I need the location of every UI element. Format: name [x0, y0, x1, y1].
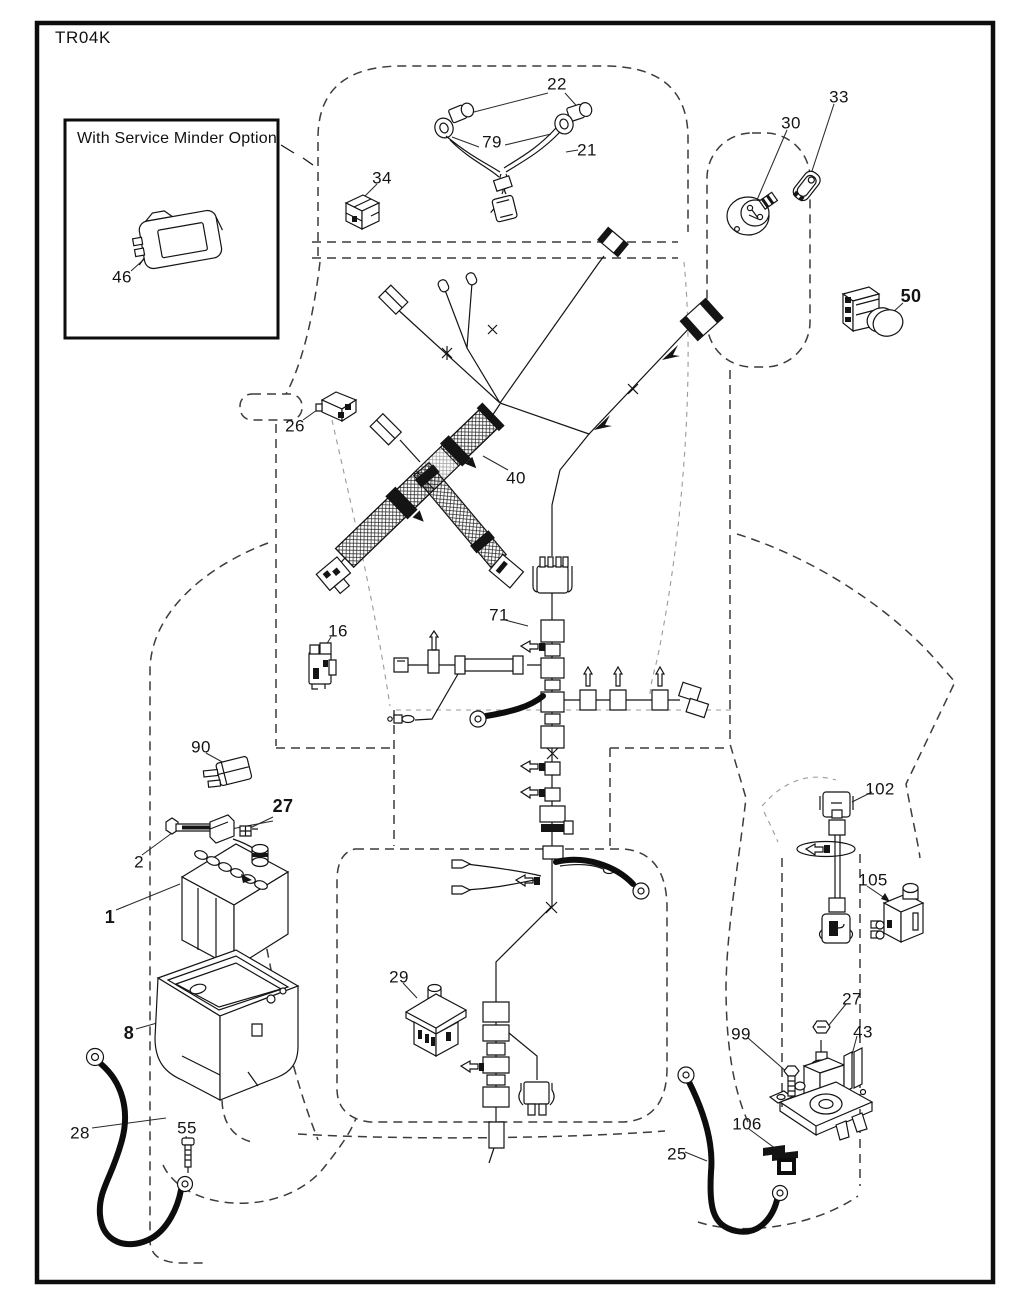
callout-26-connector: 26 — [285, 416, 305, 436]
callout-27-solenoid-nut: 27 — [842, 989, 862, 1009]
callout-25-solenoid-cable: 25 — [667, 1144, 687, 1164]
callout-40-main-harness: 40 — [506, 468, 526, 488]
callout-2-battery-bolt: 2 — [134, 852, 144, 872]
callout-55-ground-screw: 55 — [177, 1118, 197, 1138]
callout-90-fuse-assembly: 90 — [191, 737, 211, 757]
callout-33-ignition-key: 33 — [829, 87, 849, 107]
inline-fuse-wire-drawing — [797, 792, 855, 943]
callout-79-bulb-socket: 79 — [482, 132, 502, 152]
callout-43-starter-solenoid: 43 — [853, 1022, 873, 1042]
ignition-key-drawing — [790, 168, 822, 203]
fuse-assembly-drawing — [202, 756, 253, 790]
callout-71-chassis-harness: 71 — [489, 605, 509, 625]
inset-leader — [281, 145, 313, 165]
chassis-harness-drawing — [388, 557, 713, 1163]
callout-106-cable-clip: 106 — [732, 1114, 762, 1134]
callout-1-battery: 1 — [104, 907, 116, 927]
ignition-switch-drawing — [727, 192, 777, 235]
callout-28-ground-cable: 28 — [70, 1123, 90, 1143]
callout-46-service-minder: 46 — [112, 267, 132, 287]
callout-50-hour-meter-switch: 50 — [900, 286, 922, 306]
callout-99-solenoid-bolt: 99 — [731, 1024, 751, 1044]
callout-27-battery-nut: 27 — [272, 796, 294, 816]
headlight-harness-drawing — [432, 101, 594, 223]
cable-clip-drawing — [763, 1145, 798, 1173]
interlock-switch-drawing — [309, 643, 336, 689]
callout-102-inline-fuse-wire: 102 — [865, 779, 895, 799]
relay-105-drawing — [871, 884, 923, 943]
hour-meter-switch-drawing — [843, 287, 906, 340]
inset-title: With Service Minder Option — [77, 130, 277, 147]
callout-21-headlight-harness: 21 — [577, 140, 597, 160]
callout-29-seat-switch: 29 — [389, 967, 409, 987]
battery-drawing — [166, 815, 288, 968]
callout-8-battery-box: 8 — [123, 1023, 135, 1043]
callout-34-light-switch: 34 — [372, 168, 392, 188]
ground-screw-drawing — [182, 1138, 194, 1173]
four-prong-connector — [519, 1082, 554, 1115]
light-switch-drawing — [346, 195, 379, 229]
callout-105-relay: 105 — [858, 870, 888, 890]
solenoid-bolt-drawing — [784, 1066, 799, 1096]
headlight-bulb-left — [448, 101, 475, 123]
callout-30-ignition-switch: 30 — [781, 113, 801, 133]
callout-22-headlight-bulb: 22 — [547, 74, 567, 94]
main-harness-drawing — [316, 228, 723, 598]
diagram-code: TR04K — [55, 28, 111, 47]
battery-box-drawing — [155, 950, 298, 1100]
connector-26-drawing — [316, 392, 356, 421]
callout-16-interlock-switch: 16 — [328, 621, 348, 641]
